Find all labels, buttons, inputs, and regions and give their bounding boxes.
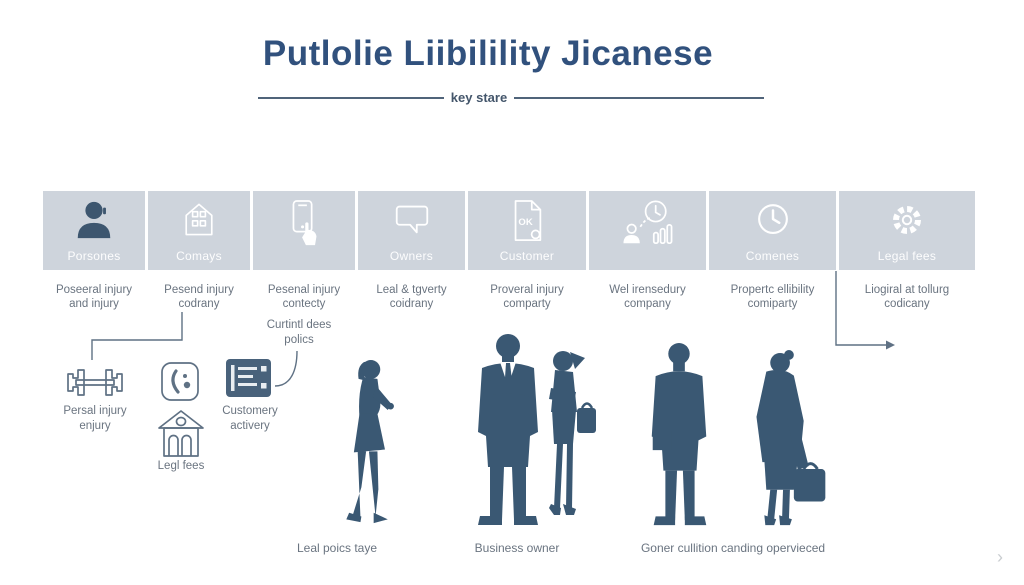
person-icon	[71, 198, 117, 242]
annotation-customary-activery	[208, 404, 292, 434]
sublabel-line: Pesenal injury	[267, 284, 341, 296]
svg-text:OK: OK	[518, 216, 533, 228]
category-box-1	[43, 191, 145, 270]
woman-with-briefcase-silhouette	[736, 350, 834, 532]
card-icon	[225, 358, 272, 398]
box-sublabel	[468, 283, 586, 311]
category-box-3	[253, 191, 355, 270]
arrowhead-icon	[886, 341, 895, 350]
page-subtitle: key stare	[450, 90, 508, 105]
box-label: Legal fees	[877, 249, 937, 263]
category-box-5	[468, 191, 586, 270]
category-box-7	[709, 191, 836, 270]
sublabel-line: company	[624, 298, 671, 310]
box-sublabel	[358, 283, 465, 311]
sublabel-line: codicany	[884, 298, 930, 310]
box-sublabel	[589, 283, 706, 311]
sublabel-line: coidrany	[389, 298, 434, 310]
clock-icon	[750, 198, 796, 242]
box-label: Porsones	[67, 249, 121, 263]
walking-woman-silhouette	[335, 352, 401, 532]
box-label: Comenes	[745, 249, 800, 263]
box-sublabel	[43, 283, 145, 311]
annotation-line: enjury	[79, 420, 111, 432]
annotation-line: Persal injury	[63, 405, 127, 417]
annotation-line: Curtintl dees	[266, 319, 332, 331]
sublabel-line: and injury	[69, 298, 119, 310]
sublabel-line: Liogiral at tollurg	[864, 284, 950, 296]
annotation-personal-injury	[48, 404, 142, 434]
category-box-2	[148, 191, 250, 270]
annotation-line: Legl fees	[157, 460, 205, 472]
standing-man-silhouette	[642, 340, 716, 532]
bank-icon	[154, 406, 208, 458]
box-sublabel	[709, 283, 836, 311]
title-underline-right	[514, 97, 764, 99]
next-chevron-icon[interactable]: ›	[997, 547, 1003, 567]
sublabel-line: Propertc ellibility	[730, 284, 815, 296]
annotation-line: activery	[230, 420, 270, 432]
sublabel-line: Wel irensedury	[609, 284, 686, 296]
sublabel-line: Pesend injury	[164, 284, 234, 296]
sublabel-line: comparty	[503, 298, 551, 310]
sublabel-line: comiparty	[747, 298, 798, 310]
category-box-6	[589, 191, 706, 270]
connector-curve	[275, 351, 297, 386]
sublabel-line: Leal & tgverty	[376, 284, 447, 296]
sublabel-line: Proveral injury	[490, 284, 564, 296]
title-underline-left	[258, 97, 444, 99]
category-box-4	[358, 191, 465, 270]
annotation-policy-note	[253, 318, 345, 348]
dumbbell-icon	[64, 362, 126, 404]
annotation-line: Customery	[222, 405, 278, 417]
caption-business-owner: Business owner	[474, 541, 560, 555]
gear-icon	[883, 198, 931, 244]
box-sublabel	[148, 283, 250, 311]
box-label: Customer	[499, 249, 555, 263]
page-title: Putlolie Liibilility Jicanese	[262, 34, 714, 73]
phone-handset-icon	[160, 361, 200, 402]
speech-bubble-icon	[389, 198, 435, 240]
house-icon	[177, 198, 221, 240]
sublabel-line: contecty	[282, 298, 326, 310]
annotation-legal-fees	[146, 459, 216, 474]
woman-with-handbag-silhouette	[530, 348, 602, 532]
box-label: Owners	[389, 249, 434, 263]
box-label: Comays	[176, 249, 222, 263]
category-box-8	[839, 191, 975, 270]
box-sublabel	[253, 283, 355, 311]
sublabel-line: codrany	[178, 298, 220, 310]
document-ok-icon	[506, 198, 548, 246]
clock-person-bars-icon	[621, 198, 675, 248]
connector-left-elbow	[92, 312, 182, 360]
annotation-line: polics	[284, 334, 314, 346]
box-sublabel	[839, 283, 975, 311]
caption-general-condition: Goner cullition canding opervieced	[640, 541, 826, 555]
caption-legal-policy: Leal poics taye	[296, 541, 378, 555]
sublabel-line: Poseeral injury	[55, 284, 133, 296]
phone-tap-icon	[281, 198, 327, 250]
